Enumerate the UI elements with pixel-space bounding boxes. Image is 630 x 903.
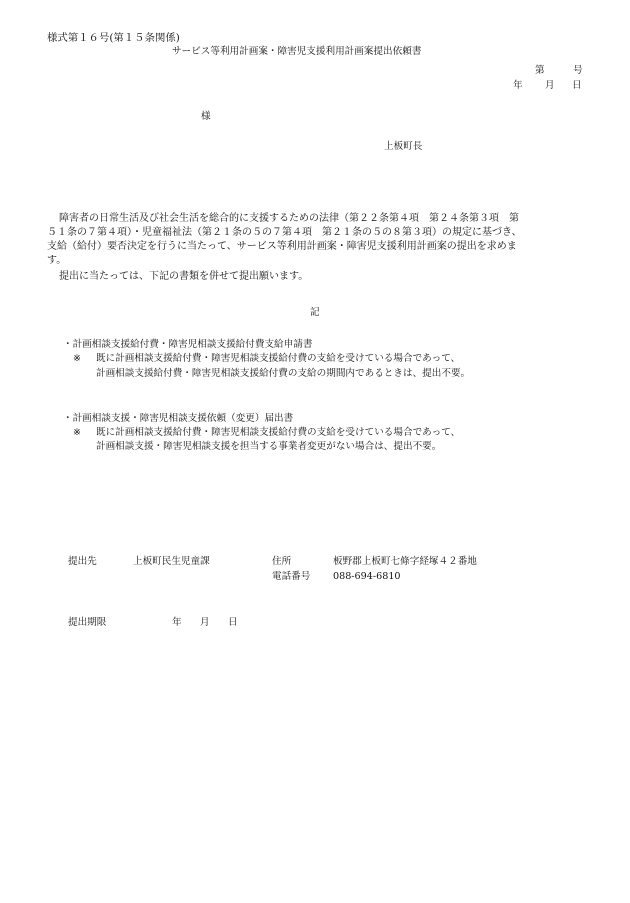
date-year: 年 xyxy=(513,80,523,91)
date-day: 日 xyxy=(572,80,582,91)
note-mark: ※ xyxy=(73,427,82,438)
item-note: 計画相談支援・障害児相談支援を担当する事業者変更がない場合は、提出不要。 xyxy=(96,441,442,452)
submission-label: 提出先 xyxy=(68,556,97,567)
item-note: 計画相談支援給付費・障害児相談支援給付費の支給の期間内であるときは、提出不要。 xyxy=(96,368,471,379)
phone-label: 電話番号 xyxy=(272,571,311,582)
form-number: 様式第１６号(第１５条関係) xyxy=(47,32,180,44)
submission-dept: 上板町民生児童課 xyxy=(133,556,210,567)
address-label: 住所 xyxy=(272,556,292,567)
deadline-day: 日 xyxy=(228,617,238,628)
note-mark: ※ xyxy=(73,353,82,364)
doc-number-prefix: 第 xyxy=(535,65,545,76)
item-note: 既に計画相談支援給付費・障害児相談支援給付費の支給を受けている場合であって、 xyxy=(96,427,461,438)
date-month: 月 xyxy=(545,80,555,91)
deadline-month: 月 xyxy=(200,617,210,628)
document-title: サービス等利用計画案・障害児支援利用計画案提出依頼書 xyxy=(172,46,422,57)
recipient-honorific: 様 xyxy=(201,111,211,122)
deadline-year: 年 xyxy=(172,617,182,628)
body-line: 提出に当たっては、下記の書類を併せて提出願います。 xyxy=(59,271,309,282)
doc-number-suffix: 号 xyxy=(573,65,583,76)
sender-name: 上板町長 xyxy=(384,141,423,152)
deadline-label: 提出期限 xyxy=(68,617,107,628)
item-note: 既に計画相談支援給付費・障害児相談支援給付費の支給を受けている場合であって、 xyxy=(96,353,461,364)
body-line: 支給（給付）要否決定を行うに当たって、サービス等利用計画案・障害児支援利用計画案の提出を求めま xyxy=(47,241,517,252)
address-value: 板野郡上板町七條字経塚４２番地 xyxy=(333,556,477,567)
body-line: 障害者の日常生活及び社会生活を総合的に支援するための法律（第２２条第４項 第２４条第３項 第 xyxy=(59,213,519,224)
body-line: ５１条の７第４項）・児童福祉法（第２１条の５の７第４項 第２１条の５の８第３項）の規定に基づき、 xyxy=(47,227,522,238)
item-title: ・計画相談支援給付費・障害児相談支援給付費支給申請書 xyxy=(63,339,313,350)
body-line: す。 xyxy=(47,255,67,266)
phone-value: 088-694-6810 xyxy=(333,571,401,582)
item-title: ・計画相談支援・障害児相談支援依頼（変更）届出書 xyxy=(63,413,294,424)
ki-heading: 記 xyxy=(310,307,320,318)
